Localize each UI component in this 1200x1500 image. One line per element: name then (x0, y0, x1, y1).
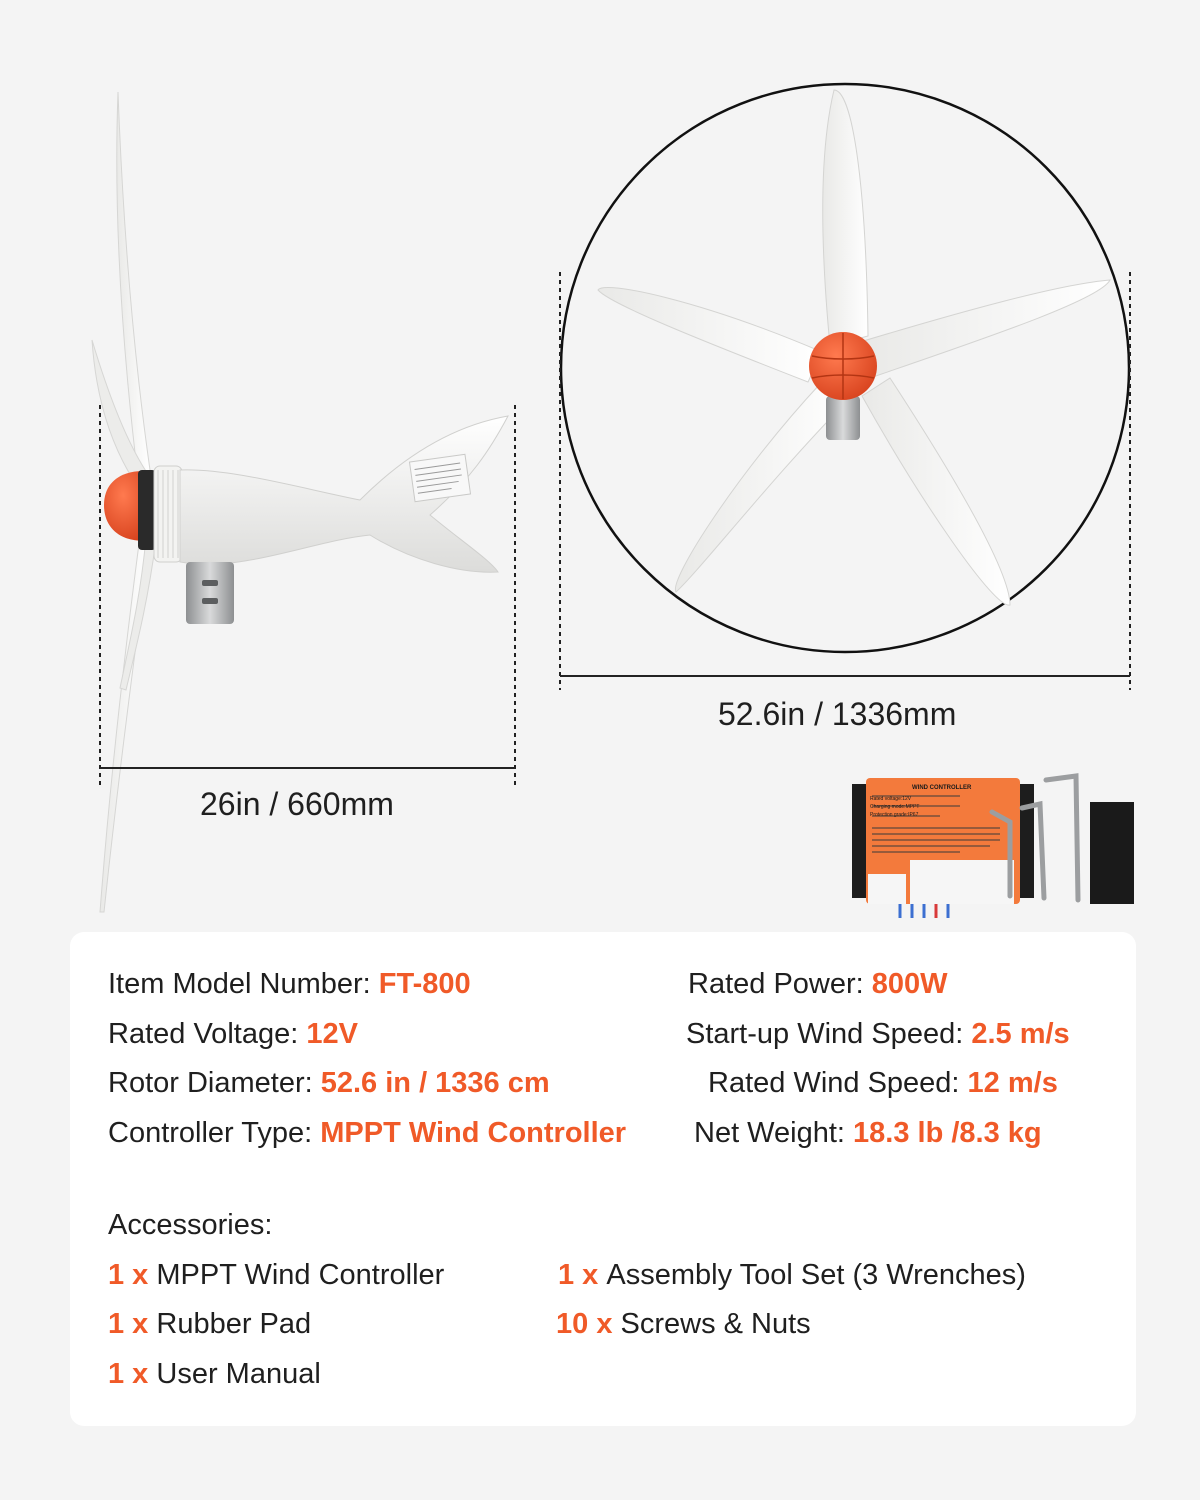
spec-rated-wind-speed (708, 1065, 1058, 1101)
accessory-item (558, 1257, 1026, 1293)
controller-spec-line: Protection grade:IP67 (870, 812, 919, 818)
accessory-name: Screws & Nuts (620, 1308, 811, 1340)
front-view-turbine (561, 84, 1129, 652)
spec-rated-voltage (108, 1016, 358, 1052)
accessory-qty: 1 x (108, 1308, 157, 1340)
accessory-name: User Manual (156, 1358, 321, 1390)
spec-label: Rated Voltage: (108, 1018, 307, 1050)
spec-rotor-diameter (108, 1065, 550, 1101)
accessory-item (108, 1306, 311, 1342)
spec-model-number (108, 966, 471, 1002)
accessory-name: Rubber Pad (156, 1308, 312, 1340)
accessory-name: MPPT Wind Controller (156, 1259, 445, 1291)
accessory-name: Assembly Tool Set (3 Wrenches) (606, 1259, 1026, 1291)
accessories-heading: Accessories: (108, 1209, 273, 1241)
spec-label: Rated Wind Speed: (708, 1067, 968, 1099)
controller-spec-line: Charging mode:MPPT (870, 804, 920, 810)
spec-controller-type (108, 1115, 626, 1151)
rotor-diameter-label: 52.6in / 1336mm (718, 696, 957, 732)
spec-value: 18.3 lb /8.3 kg (853, 1117, 1042, 1149)
accessory-qty: 1 x (558, 1259, 607, 1291)
spec-value: MPPT Wind Controller (320, 1117, 627, 1149)
spec-label: Rotor Diameter: (108, 1067, 321, 1099)
accessory-item (108, 1356, 321, 1392)
controller-title: WIND CONTROLLER (912, 785, 972, 791)
controller-spec-line: Rated voltage:12V (870, 796, 912, 802)
side-width-label: 26in / 660mm (200, 786, 394, 822)
accessory-item (108, 1257, 444, 1293)
spec-label: Item Model Number: (108, 968, 379, 1000)
spec-label: Start-up Wind Speed: (686, 1018, 972, 1050)
spec-value: 52.6 in / 1336 cm (320, 1067, 550, 1099)
spec-label: Rated Power: (688, 968, 872, 1000)
spec-value: 2.5 m/s (971, 1018, 1070, 1050)
spec-rated-power (688, 966, 948, 1002)
spec-net-weight (694, 1115, 1042, 1151)
spec-label: Controller Type: (108, 1117, 321, 1149)
spec-startup-wind-speed (686, 1016, 1070, 1052)
spec-value: 800W (871, 968, 948, 1000)
accessory-qty: 10 x (556, 1308, 621, 1340)
spec-value: 12V (306, 1018, 358, 1050)
rubber-pad-icon (1090, 802, 1134, 904)
spec-value: 12 m/s (967, 1067, 1058, 1099)
accessory-item (556, 1306, 811, 1342)
spec-label: Net Weight: (694, 1117, 854, 1149)
spec-card (70, 932, 1136, 1426)
controller-wires (900, 904, 948, 918)
spec-value: FT-800 (378, 968, 471, 1000)
accessory-qty: 1 x (108, 1259, 157, 1291)
accessory-qty: 1 x (108, 1358, 157, 1390)
